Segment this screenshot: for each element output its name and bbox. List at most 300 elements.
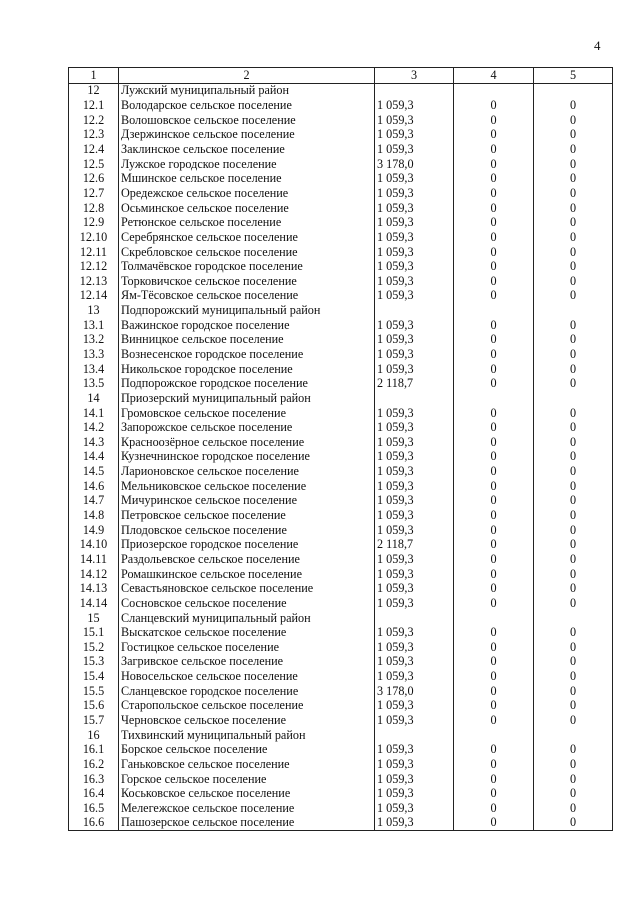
column-4-cell <box>454 728 534 743</box>
column-4-cell <box>454 83 534 98</box>
column-header: 3 <box>375 68 454 84</box>
column-4-cell: 0 <box>454 786 534 801</box>
column-4-cell <box>454 611 534 626</box>
table-row <box>69 362 613 377</box>
municipality-name-cell: Петровское сельское поселение <box>119 508 375 523</box>
column-5-cell: 0 <box>534 508 613 523</box>
row-number-cell: 13.4 <box>69 362 119 377</box>
municipality-name-cell: Сосновское сельское поселение <box>119 596 375 611</box>
table-row <box>69 347 613 362</box>
row-number-cell: 12.14 <box>69 289 119 304</box>
table-row <box>69 406 613 421</box>
column-4-cell: 0 <box>454 816 534 831</box>
row-number-cell: 14.9 <box>69 523 119 538</box>
table-row <box>69 128 613 143</box>
column-4-cell: 0 <box>454 435 534 450</box>
row-number-cell: 16.5 <box>69 801 119 816</box>
column-4-cell: 0 <box>454 523 534 538</box>
amount-cell: 1 059,3 <box>375 362 454 377</box>
amount-cell: 1 059,3 <box>375 230 454 245</box>
row-number-cell: 15.1 <box>69 625 119 640</box>
municipality-name-cell: Подпорожское городское поселение <box>119 376 375 391</box>
table-row <box>69 171 613 186</box>
row-number-cell: 14.10 <box>69 538 119 553</box>
column-4-cell: 0 <box>454 596 534 611</box>
column-5-cell: 0 <box>534 186 613 201</box>
table-row <box>69 83 613 98</box>
table-header-row <box>69 68 613 84</box>
amount-cell <box>375 728 454 743</box>
row-number-cell: 14.8 <box>69 508 119 523</box>
amount-cell: 2 118,7 <box>375 538 454 553</box>
amount-cell <box>375 391 454 406</box>
municipality-name-cell: Раздольевское сельское поселение <box>119 552 375 567</box>
amount-cell: 1 059,3 <box>375 816 454 831</box>
row-number-cell: 12.12 <box>69 259 119 274</box>
column-4-cell: 0 <box>454 494 534 509</box>
amount-cell: 1 059,3 <box>375 333 454 348</box>
amount-cell <box>375 611 454 626</box>
column-5-cell: 0 <box>534 420 613 435</box>
column-4-cell: 0 <box>454 274 534 289</box>
row-number-cell: 14.11 <box>69 552 119 567</box>
column-5-cell: 0 <box>534 171 613 186</box>
column-5-cell: 0 <box>534 552 613 567</box>
table-row <box>69 801 613 816</box>
column-4-cell: 0 <box>454 450 534 465</box>
column-5-cell: 0 <box>534 816 613 831</box>
municipality-name-cell: Ромашкинское сельское поселение <box>119 567 375 582</box>
column-4-cell: 0 <box>454 801 534 816</box>
column-4-cell: 0 <box>454 567 534 582</box>
row-number-cell: 12.7 <box>69 186 119 201</box>
table-row <box>69 289 613 304</box>
amount-cell: 1 059,3 <box>375 742 454 757</box>
column-5-cell: 0 <box>534 699 613 714</box>
municipality-name-cell: Скребловское сельское поселение <box>119 245 375 260</box>
column-5-cell: 0 <box>534 245 613 260</box>
municipality-name-cell: Подпорожский муниципальный район <box>119 303 375 318</box>
municipality-name-cell: Тихвинский муниципальный район <box>119 728 375 743</box>
amount-cell: 1 059,3 <box>375 128 454 143</box>
column-5-cell: 0 <box>534 362 613 377</box>
table-row <box>69 567 613 582</box>
row-number-cell: 13 <box>69 303 119 318</box>
municipality-name-cell: Толмачёвское городское поселение <box>119 259 375 274</box>
row-number-cell: 14.6 <box>69 479 119 494</box>
table-row <box>69 684 613 699</box>
column-4-cell <box>454 303 534 318</box>
municipality-name-cell: Черновское сельское поселение <box>119 713 375 728</box>
amount-cell: 1 059,3 <box>375 757 454 772</box>
municipality-name-cell: Запорожское сельское поселение <box>119 420 375 435</box>
row-number-cell: 13.2 <box>69 333 119 348</box>
table-row <box>69 479 613 494</box>
municipality-name-cell: Приозерское городское поселение <box>119 538 375 553</box>
column-5-cell: 0 <box>534 142 613 157</box>
table-row <box>69 420 613 435</box>
table-row <box>69 728 613 743</box>
column-5-cell: 0 <box>534 655 613 670</box>
municipality-name-cell: Дзержинское сельское поселение <box>119 128 375 143</box>
column-4-cell: 0 <box>454 772 534 787</box>
column-5-cell: 0 <box>534 538 613 553</box>
municipality-name-cell: Старопольское сельское поселение <box>119 699 375 714</box>
column-5-cell <box>534 303 613 318</box>
municipality-name-cell: Мелегежское сельское поселение <box>119 801 375 816</box>
municipality-name-cell: Никольское городское поселение <box>119 362 375 377</box>
municipality-name-cell: Ларионовское сельское поселение <box>119 464 375 479</box>
column-5-cell: 0 <box>534 201 613 216</box>
column-5-cell: 0 <box>534 98 613 113</box>
municipality-name-cell: Громовское сельское поселение <box>119 406 375 421</box>
column-4-cell: 0 <box>454 625 534 640</box>
amount-cell: 1 059,3 <box>375 699 454 714</box>
amount-cell: 1 059,3 <box>375 450 454 465</box>
municipality-name-cell: Новосельское сельское поселение <box>119 669 375 684</box>
column-5-cell: 0 <box>534 113 613 128</box>
row-number-cell: 15.5 <box>69 684 119 699</box>
municipality-name-cell: Оредежское сельское поселение <box>119 186 375 201</box>
column-4-cell: 0 <box>454 215 534 230</box>
table-row <box>69 303 613 318</box>
row-number-cell: 15.7 <box>69 713 119 728</box>
municipality-name-cell: Волошовское сельское поселение <box>119 113 375 128</box>
table-row <box>69 464 613 479</box>
table-row <box>69 508 613 523</box>
row-number-cell: 16.1 <box>69 742 119 757</box>
amount-cell: 1 059,3 <box>375 479 454 494</box>
column-5-cell: 0 <box>534 450 613 465</box>
column-5-cell: 0 <box>534 406 613 421</box>
table-row <box>69 757 613 772</box>
table-row <box>69 201 613 216</box>
column-4-cell <box>454 391 534 406</box>
column-5-cell <box>534 728 613 743</box>
column-5-cell: 0 <box>534 289 613 304</box>
column-5-cell: 0 <box>534 596 613 611</box>
amount-cell: 1 059,3 <box>375 669 454 684</box>
table-row <box>69 523 613 538</box>
column-5-cell: 0 <box>534 713 613 728</box>
table-row <box>69 772 613 787</box>
column-5-cell: 0 <box>534 786 613 801</box>
row-number-cell: 16.4 <box>69 786 119 801</box>
amount-cell: 1 059,3 <box>375 713 454 728</box>
amount-cell: 1 059,3 <box>375 523 454 538</box>
municipality-name-cell: Горское сельское поселение <box>119 772 375 787</box>
row-number-cell: 12.10 <box>69 230 119 245</box>
column-4-cell: 0 <box>454 318 534 333</box>
row-number-cell: 12 <box>69 83 119 98</box>
municipality-name-cell: Важинское городское поселение <box>119 318 375 333</box>
row-number-cell: 16.2 <box>69 757 119 772</box>
row-number-cell: 14.3 <box>69 435 119 450</box>
table-row <box>69 318 613 333</box>
amount-cell: 1 059,3 <box>375 464 454 479</box>
municipality-name-cell: Сланцевское городское поселение <box>119 684 375 699</box>
row-number-cell: 12.2 <box>69 113 119 128</box>
column-4-cell: 0 <box>454 464 534 479</box>
table-row <box>69 142 613 157</box>
amount-cell: 1 059,3 <box>375 494 454 509</box>
column-header: 5 <box>534 68 613 84</box>
column-5-cell: 0 <box>534 157 613 172</box>
amount-cell: 1 059,3 <box>375 581 454 596</box>
column-5-cell: 0 <box>534 757 613 772</box>
amount-cell: 1 059,3 <box>375 245 454 260</box>
column-4-cell: 0 <box>454 259 534 274</box>
table-row <box>69 552 613 567</box>
amount-cell: 1 059,3 <box>375 625 454 640</box>
amount-cell: 1 059,3 <box>375 274 454 289</box>
column-header: 4 <box>454 68 534 84</box>
column-4-cell: 0 <box>454 655 534 670</box>
column-5-cell: 0 <box>534 669 613 684</box>
amount-cell: 1 059,3 <box>375 289 454 304</box>
table-row <box>69 713 613 728</box>
column-5-cell: 0 <box>534 494 613 509</box>
column-5-cell: 0 <box>534 128 613 143</box>
table-row <box>69 230 613 245</box>
column-4-cell: 0 <box>454 245 534 260</box>
amount-cell: 1 059,3 <box>375 171 454 186</box>
column-4-cell: 0 <box>454 98 534 113</box>
allocation-table <box>68 67 613 831</box>
amount-cell <box>375 83 454 98</box>
municipality-name-cell: Загривское сельское поселение <box>119 655 375 670</box>
column-5-cell: 0 <box>534 684 613 699</box>
column-5-cell: 0 <box>534 801 613 816</box>
municipality-name-cell: Сланцевский муниципальный район <box>119 611 375 626</box>
municipality-name-cell: Винницкое сельское поселение <box>119 333 375 348</box>
column-4-cell: 0 <box>454 201 534 216</box>
row-number-cell: 12.1 <box>69 98 119 113</box>
table-body <box>69 68 613 831</box>
row-number-cell: 14.13 <box>69 581 119 596</box>
column-header: 1 <box>69 68 119 84</box>
amount-cell: 1 059,3 <box>375 655 454 670</box>
table-row <box>69 611 613 626</box>
column-4-cell: 0 <box>454 508 534 523</box>
row-number-cell: 12.8 <box>69 201 119 216</box>
table-row <box>69 742 613 757</box>
row-number-cell: 16.3 <box>69 772 119 787</box>
row-number-cell: 12.6 <box>69 171 119 186</box>
row-number-cell: 14.5 <box>69 464 119 479</box>
amount-cell: 1 059,3 <box>375 640 454 655</box>
table-row <box>69 215 613 230</box>
table-row <box>69 186 613 201</box>
table-row <box>69 699 613 714</box>
table-row <box>69 538 613 553</box>
amount-cell: 1 059,3 <box>375 801 454 816</box>
municipality-name-cell: Осьминское сельское поселение <box>119 201 375 216</box>
municipality-name-cell: Красноозёрное сельское поселение <box>119 435 375 450</box>
table-row <box>69 655 613 670</box>
municipality-name-cell: Плодовское сельское поселение <box>119 523 375 538</box>
column-4-cell: 0 <box>454 684 534 699</box>
column-5-cell: 0 <box>534 772 613 787</box>
amount-cell: 1 059,3 <box>375 596 454 611</box>
column-5-cell: 0 <box>534 625 613 640</box>
column-5-cell: 0 <box>534 640 613 655</box>
column-5-cell: 0 <box>534 333 613 348</box>
table-row <box>69 259 613 274</box>
amount-cell: 1 059,3 <box>375 215 454 230</box>
table-row <box>69 274 613 289</box>
row-number-cell: 14.14 <box>69 596 119 611</box>
row-number-cell: 12.13 <box>69 274 119 289</box>
column-4-cell: 0 <box>454 289 534 304</box>
column-4-cell: 0 <box>454 581 534 596</box>
column-4-cell: 0 <box>454 171 534 186</box>
row-number-cell: 12.11 <box>69 245 119 260</box>
row-number-cell: 12.3 <box>69 128 119 143</box>
amount-cell: 1 059,3 <box>375 772 454 787</box>
table-row <box>69 640 613 655</box>
column-4-cell: 0 <box>454 669 534 684</box>
row-number-cell: 14.7 <box>69 494 119 509</box>
column-4-cell: 0 <box>454 552 534 567</box>
municipality-name-cell: Лужский муниципальный район <box>119 83 375 98</box>
municipality-name-cell: Мельниковское сельское поселение <box>119 479 375 494</box>
column-5-cell: 0 <box>534 742 613 757</box>
amount-cell: 1 059,3 <box>375 435 454 450</box>
municipality-name-cell: Ретюнское сельское поселение <box>119 215 375 230</box>
municipality-name-cell: Торковичское сельское поселение <box>119 274 375 289</box>
column-5-cell: 0 <box>534 376 613 391</box>
amount-cell: 1 059,3 <box>375 347 454 362</box>
row-number-cell: 13.3 <box>69 347 119 362</box>
municipality-name-cell: Севастьяновское сельское поселение <box>119 581 375 596</box>
table-row <box>69 376 613 391</box>
amount-cell: 1 059,3 <box>375 186 454 201</box>
row-number-cell: 15.3 <box>69 655 119 670</box>
column-4-cell: 0 <box>454 157 534 172</box>
row-number-cell: 14.1 <box>69 406 119 421</box>
municipality-name-cell: Выскатское сельское поселение <box>119 625 375 640</box>
table-row <box>69 786 613 801</box>
column-5-cell <box>534 83 613 98</box>
amount-cell: 1 059,3 <box>375 98 454 113</box>
municipality-name-cell: Ганьковское сельское поселение <box>119 757 375 772</box>
amount-cell: 2 118,7 <box>375 376 454 391</box>
column-4-cell: 0 <box>454 479 534 494</box>
row-number-cell: 16.6 <box>69 816 119 831</box>
column-4-cell: 0 <box>454 128 534 143</box>
column-4-cell: 0 <box>454 186 534 201</box>
municipality-name-cell: Володарское сельское поселение <box>119 98 375 113</box>
row-number-cell: 13.1 <box>69 318 119 333</box>
municipality-name-cell: Мшинское сельское поселение <box>119 171 375 186</box>
amount-cell <box>375 303 454 318</box>
amount-cell: 1 059,3 <box>375 406 454 421</box>
table-row <box>69 581 613 596</box>
municipality-name-cell: Пашозерское сельское поселение <box>119 816 375 831</box>
municipality-name-cell: Ям-Тёсовское сельское поселение <box>119 289 375 304</box>
municipality-name-cell: Приозерский муниципальный район <box>119 391 375 406</box>
amount-cell: 1 059,3 <box>375 201 454 216</box>
column-5-cell: 0 <box>534 464 613 479</box>
table-row <box>69 98 613 113</box>
row-number-cell: 12.9 <box>69 215 119 230</box>
row-number-cell: 15.4 <box>69 669 119 684</box>
municipality-name-cell: Борское сельское поселение <box>119 742 375 757</box>
table-row <box>69 157 613 172</box>
column-4-cell: 0 <box>454 333 534 348</box>
amount-cell: 1 059,3 <box>375 259 454 274</box>
table-row <box>69 435 613 450</box>
municipality-name-cell: Мичуринское сельское поселение <box>119 494 375 509</box>
table-row <box>69 494 613 509</box>
column-4-cell: 0 <box>454 142 534 157</box>
column-4-cell: 0 <box>454 538 534 553</box>
row-number-cell: 13.5 <box>69 376 119 391</box>
column-5-cell <box>534 391 613 406</box>
amount-cell: 1 059,3 <box>375 552 454 567</box>
page-number: 4 <box>594 38 601 53</box>
row-number-cell: 15 <box>69 611 119 626</box>
row-number-cell: 14.2 <box>69 420 119 435</box>
row-number-cell: 14 <box>69 391 119 406</box>
municipality-name-cell: Коськовское сельское поселение <box>119 786 375 801</box>
column-4-cell: 0 <box>454 713 534 728</box>
amount-cell: 1 059,3 <box>375 420 454 435</box>
column-4-cell: 0 <box>454 406 534 421</box>
column-5-cell: 0 <box>534 318 613 333</box>
municipality-name-cell: Лужское городское поселение <box>119 157 375 172</box>
column-4-cell: 0 <box>454 376 534 391</box>
column-4-cell: 0 <box>454 699 534 714</box>
table-row <box>69 450 613 465</box>
table-row <box>69 113 613 128</box>
column-5-cell: 0 <box>534 523 613 538</box>
amount-cell: 1 059,3 <box>375 142 454 157</box>
column-5-cell: 0 <box>534 230 613 245</box>
municipality-name-cell: Заклинское сельское поселение <box>119 142 375 157</box>
table-row <box>69 669 613 684</box>
column-4-cell: 0 <box>454 757 534 772</box>
column-4-cell: 0 <box>454 113 534 128</box>
column-4-cell: 0 <box>454 640 534 655</box>
column-5-cell: 0 <box>534 581 613 596</box>
amount-cell: 1 059,3 <box>375 113 454 128</box>
amount-cell: 1 059,3 <box>375 318 454 333</box>
amount-cell: 3 178,0 <box>375 157 454 172</box>
column-5-cell: 0 <box>534 274 613 289</box>
row-number-cell: 14.12 <box>69 567 119 582</box>
amount-cell: 3 178,0 <box>375 684 454 699</box>
column-5-cell: 0 <box>534 215 613 230</box>
column-5-cell: 0 <box>534 259 613 274</box>
column-5-cell <box>534 611 613 626</box>
row-number-cell: 12.4 <box>69 142 119 157</box>
column-4-cell: 0 <box>454 230 534 245</box>
row-number-cell: 16 <box>69 728 119 743</box>
table-row <box>69 625 613 640</box>
amount-cell: 1 059,3 <box>375 567 454 582</box>
column-4-cell: 0 <box>454 347 534 362</box>
table-row <box>69 391 613 406</box>
column-header: 2 <box>119 68 375 84</box>
row-number-cell: 12.5 <box>69 157 119 172</box>
table-row <box>69 596 613 611</box>
column-4-cell: 0 <box>454 362 534 377</box>
column-5-cell: 0 <box>534 347 613 362</box>
column-4-cell: 0 <box>454 420 534 435</box>
table-row <box>69 333 613 348</box>
